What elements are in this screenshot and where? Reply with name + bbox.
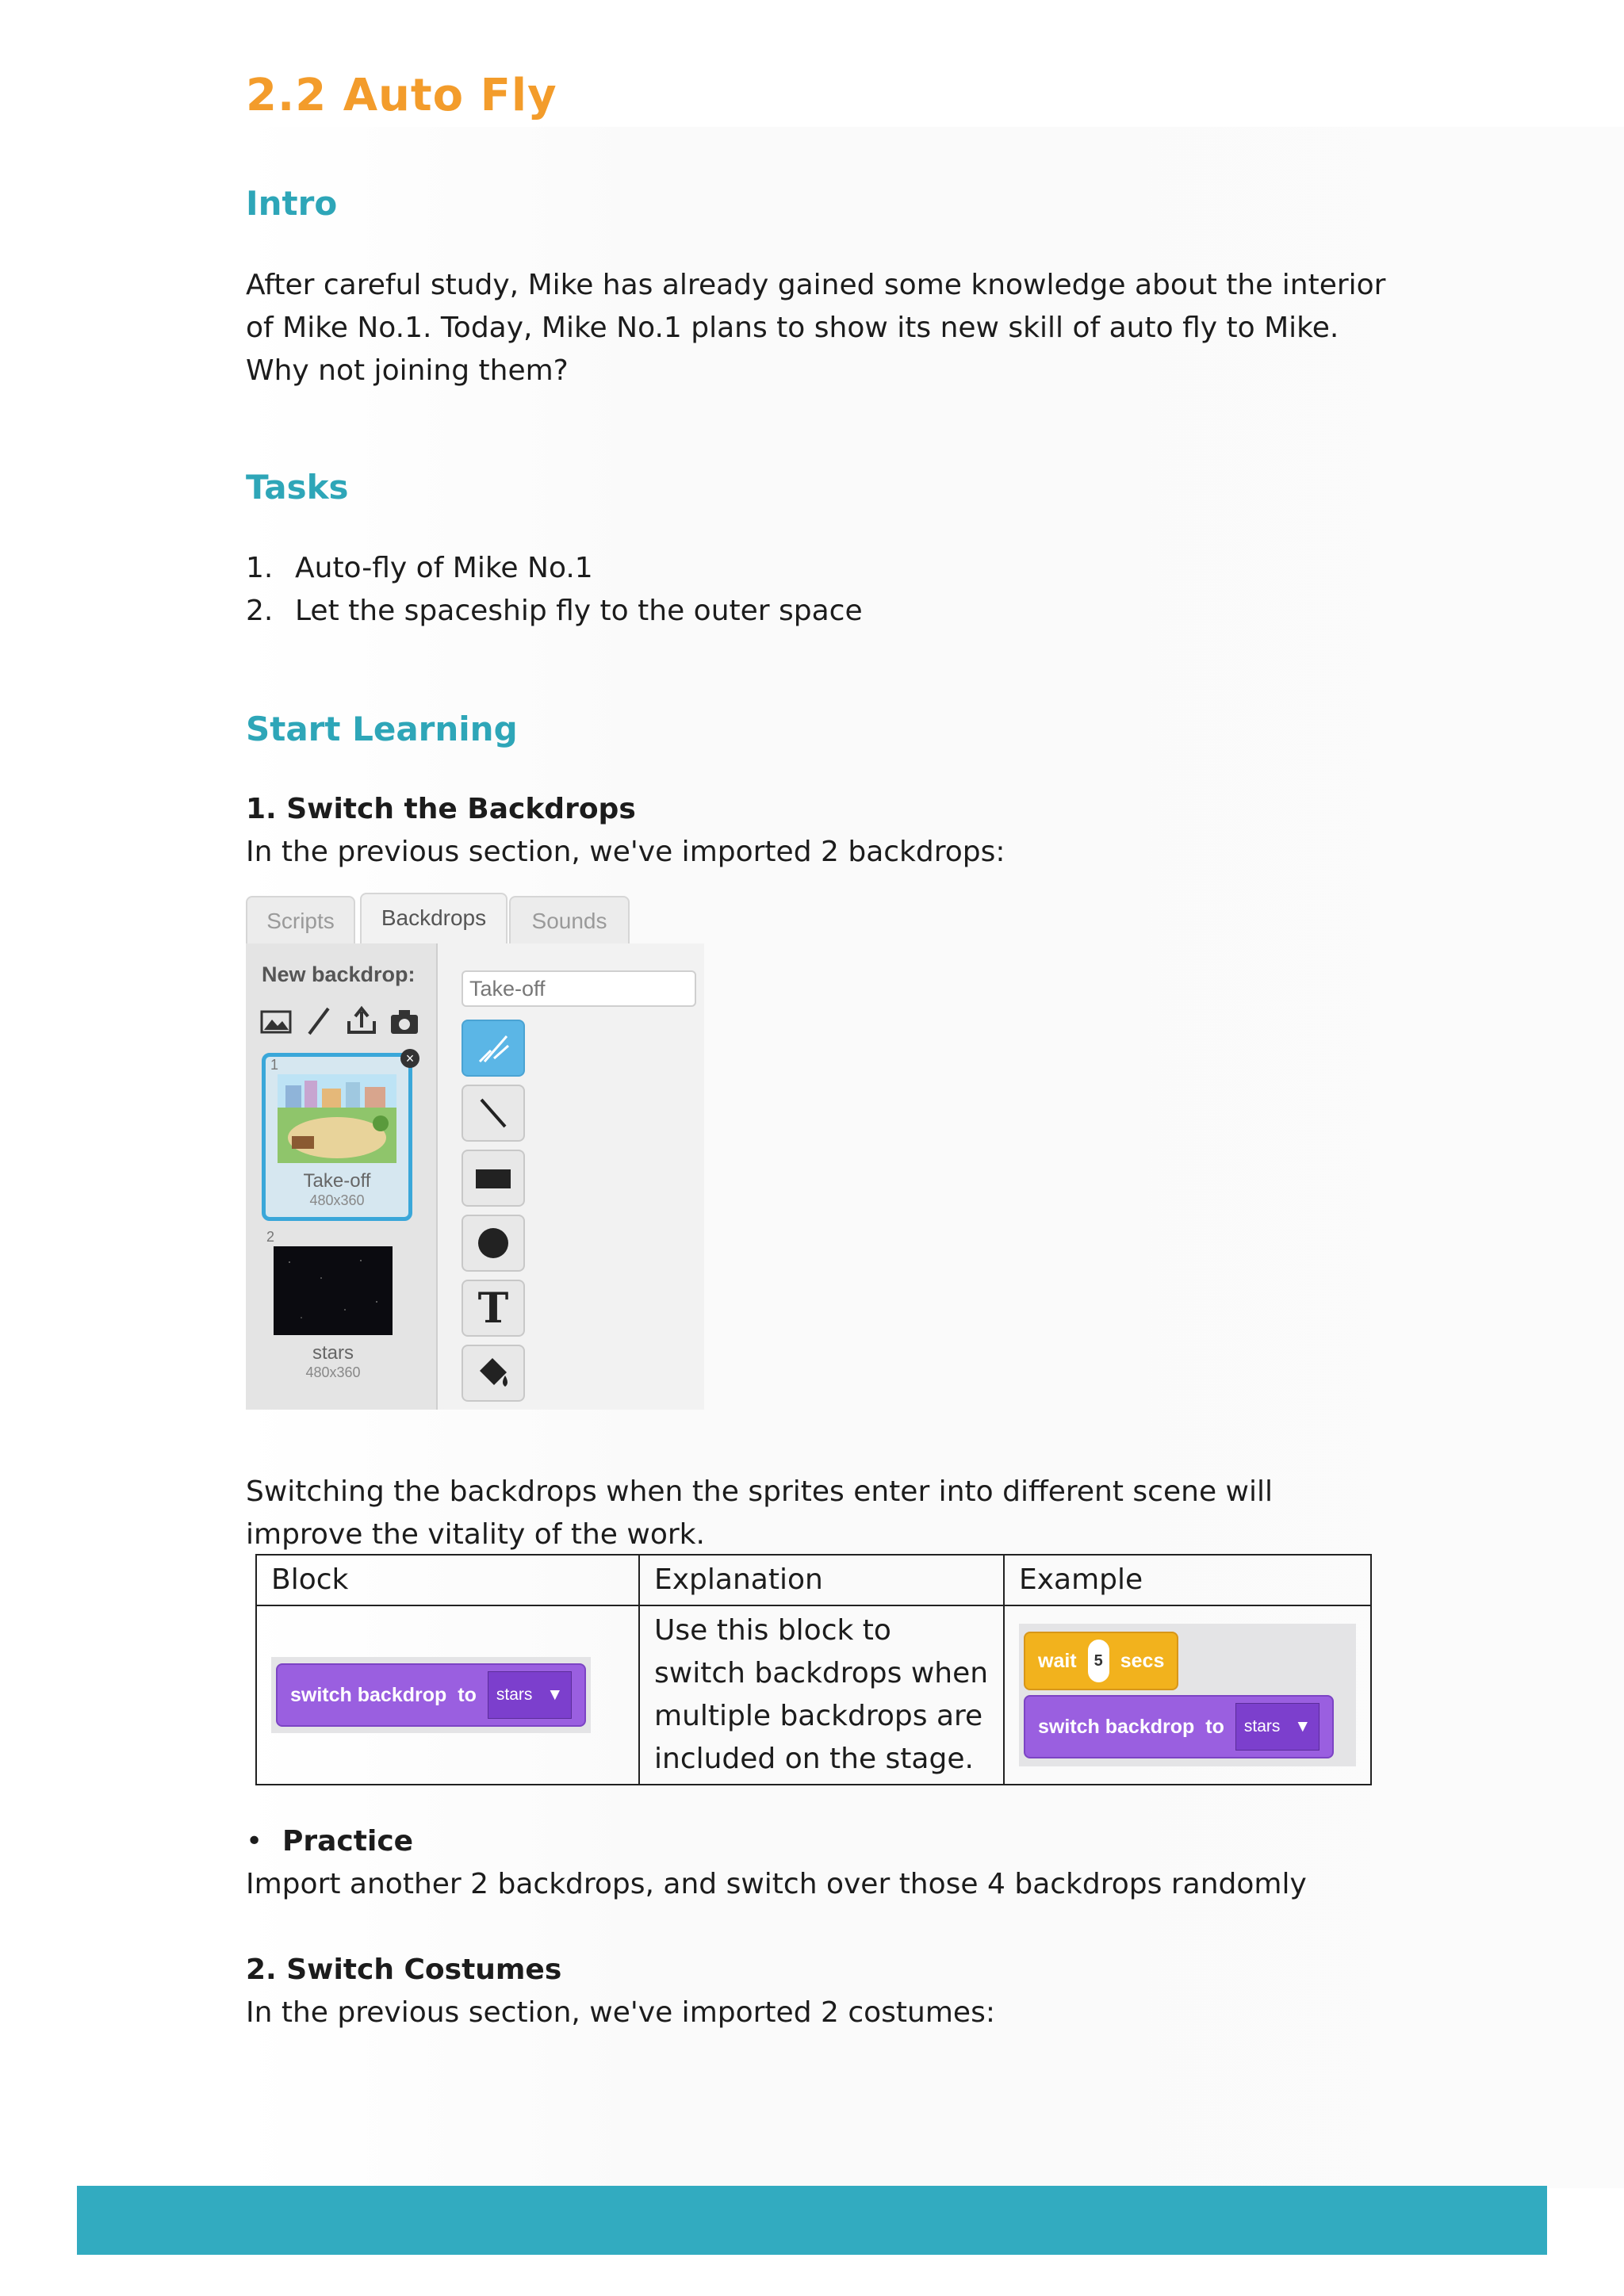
list-item — [246, 547, 863, 590]
page-title: 2.2 Auto Fly — [246, 70, 557, 121]
wait-block — [1024, 1632, 1178, 1690]
footer-bar — [77, 2186, 1547, 2255]
example-cell — [1004, 1605, 1371, 1785]
fill-tool-icon[interactable] — [462, 1345, 525, 1402]
explanation-cell: Use this block to switch backdrops when multiple backdrops are included on the stage. — [639, 1605, 1004, 1785]
header-cell: Explanation — [639, 1555, 1004, 1605]
dropdown-value: stars — [1243, 1717, 1281, 1735]
tasks-heading: Tasks — [246, 468, 349, 507]
tab-backdrops[interactable]: Backdrops — [360, 893, 508, 945]
backdrop-dropdown — [488, 1671, 572, 1719]
wait-input: 5 — [1088, 1640, 1109, 1682]
brush-tool-icon[interactable] — [462, 1020, 525, 1077]
bullet-icon: • — [246, 1825, 263, 1858]
example-script-preview — [1019, 1624, 1356, 1766]
dropdown-arrow-icon: ▼ — [1294, 1717, 1312, 1735]
block-cell — [256, 1605, 639, 1785]
table-header-row — [256, 1555, 1371, 1605]
dropdown-arrow-icon: ▼ — [546, 1686, 564, 1704]
practice-label: Practice — [282, 1825, 414, 1858]
section1-heading: 1. Switch the Backdrops — [246, 793, 636, 825]
rectangle-tool-icon[interactable] — [462, 1150, 525, 1207]
backdrop-name: stars — [312, 1342, 354, 1364]
text-tool-icon[interactable]: T — [462, 1280, 525, 1337]
backdrop-dropdown — [1235, 1703, 1320, 1751]
stars-thumbnail-image — [274, 1246, 393, 1335]
backdrop-list — [246, 943, 436, 1410]
dropdown-value: stars — [496, 1686, 533, 1704]
switch-backdrop-block — [276, 1663, 586, 1727]
tab-sounds[interactable]: Sounds — [509, 896, 630, 943]
table-row — [256, 1605, 1371, 1785]
ellipse-tool-icon[interactable] — [462, 1215, 525, 1272]
paint-brush-icon[interactable] — [303, 1005, 335, 1037]
backdrop-thumb-takeoff[interactable] — [262, 1050, 415, 1221]
list-text: Let the spaceship fly to the outer space — [295, 595, 863, 627]
section2-heading: 2. Switch Costumes — [246, 1954, 562, 1986]
camera-icon[interactable] — [389, 1005, 420, 1037]
section2-text: In the previous section, we've imported 2 costumes: — [246, 1996, 995, 2029]
takeoff-thumbnail-image — [278, 1074, 396, 1163]
choose-from-library-icon[interactable] — [260, 1005, 292, 1037]
block-text: switch backdrop — [1038, 1716, 1195, 1738]
start-learning-heading: Start Learning — [246, 710, 518, 748]
practice-text: Import another 2 backdrops, and switch over those 4 backdrops randomly — [246, 1868, 1307, 1900]
paint-editor — [436, 943, 704, 1410]
line-tool-icon[interactable] — [462, 1085, 525, 1142]
backdrop-thumb-stars[interactable] — [262, 1229, 404, 1395]
intro-text: After careful study, Mike has already gained some knowledge about the interior of Mike No.1. Today, Mike No.1 plans to show its new skill of auto fly to Mike. Why not joining them? — [246, 269, 1386, 387]
block-text: switch backdrop — [290, 1684, 447, 1706]
block-text: wait — [1038, 1650, 1077, 1672]
block-text: to — [458, 1684, 477, 1706]
upload-icon[interactable] — [346, 1005, 377, 1037]
new-backdrop-label: New backdrop: — [262, 962, 416, 986]
switch-backdrop-block-preview — [271, 1657, 591, 1733]
tasks-list — [246, 547, 863, 633]
header-cell: Block — [256, 1555, 639, 1605]
section1-text: In the previous section, we've imported 2 backdrops: — [246, 836, 1005, 868]
backdrop-index: 1 — [270, 1057, 279, 1073]
header-cell: Example — [1004, 1555, 1371, 1605]
list-text: Auto-fly of Mike No.1 — [295, 552, 593, 584]
backdrop-name-input[interactable]: Take-off — [462, 970, 696, 1007]
backdrop-name: Take-off — [303, 1170, 371, 1192]
switch-backdrops-text: Switching the backdrops when the sprites enter into different scene will improve the vitality of the work. — [246, 1475, 1273, 1551]
list-item — [246, 590, 863, 633]
block-text: to — [1205, 1716, 1224, 1738]
scratch-backdrops-panel — [246, 891, 703, 1410]
backdrop-size: 480x360 — [309, 1192, 365, 1208]
backdrop-size: 480x360 — [305, 1364, 361, 1380]
block-reference-table — [255, 1554, 1372, 1785]
list-number: 2. — [246, 595, 274, 627]
intro-heading: Intro — [246, 184, 338, 223]
switch-backdrop-block — [1024, 1695, 1334, 1758]
backdrop-index: 2 — [266, 1229, 275, 1245]
list-number: 1. — [246, 552, 274, 584]
panel-tabs — [246, 891, 703, 945]
block-text: secs — [1120, 1650, 1165, 1672]
new-backdrop-tools — [260, 1005, 420, 1037]
practice-bullet — [246, 1820, 413, 1863]
tab-scripts[interactable]: Scripts — [246, 896, 355, 943]
delete-icon[interactable]: × — [400, 1049, 419, 1068]
